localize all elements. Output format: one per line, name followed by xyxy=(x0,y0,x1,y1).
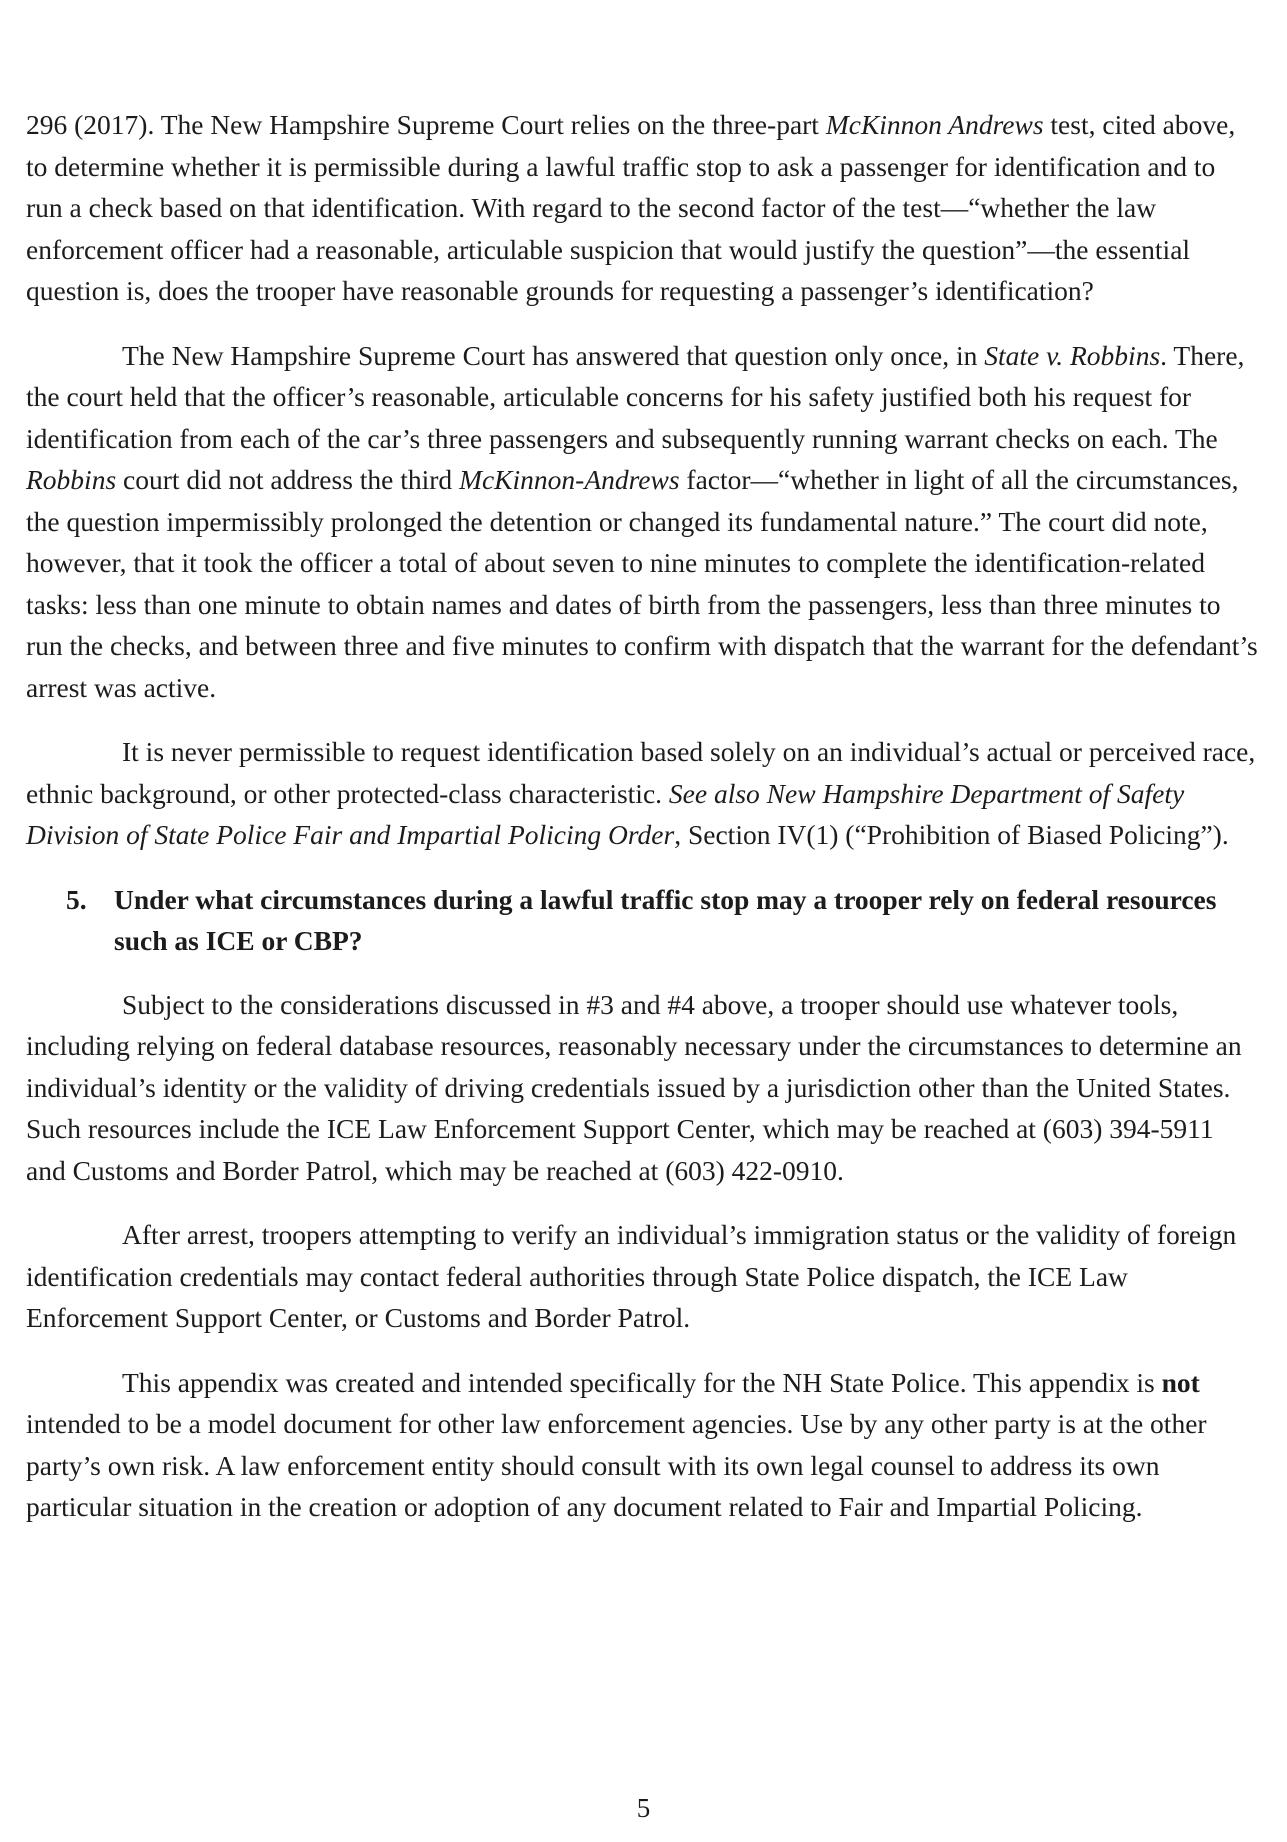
paragraph-mckinnon-test: 296 (2017). The New Hampshire Supreme Court relies on the three-part McKinnon Andrews test, cited above, to determine whether it is permissible during a lawful traffic stop to ask a passenger for identification and to run a check based on that identification. With regard to the second factor of the test—“whether the law enforcement officer had a reasonable, articulable suspicion that would justify the question”—the essential question is, does the trooper have reasonable grounds for requesting a passenger’s identification? xyxy=(26,109,1236,306)
case-name: State v. Robbins xyxy=(984,339,1161,371)
case-name: McKinnon-Andrews xyxy=(459,464,680,495)
document-page xyxy=(26,104,1258,1528)
section-heading xyxy=(26,879,1258,961)
paragraph-after-arrest: After arrest, troopers attempting to verify an individual’s immigration status or the validity of foreign identification credentials may contact federal authorities through State Police dispatch, the ICE Law Enforcement Support Center, or Customs and Border Patrol. xyxy=(26,1219,1237,1333)
paragraph-federal-resources: Subject to the considerations discussed in #3 and #4 above, a trooper should use whatever tools, including relying on federal database resources, reasonably necessary under the circumstances to determine an individual’s identity or the validity of driving credentials issued by a jurisdiction other than the United States. Such resources include the ICE Law Enforcement Support Center, which may be reached at (603) 394-5911 and Customs and Border Patrol, which may be reached at (603) 422-0910. xyxy=(26,988,1242,1186)
page-number: 5 xyxy=(636,1793,651,1823)
paragraph-state-v-robbins: The New Hampshire Supreme Court has answered that question only once, in State v. Robbins. There, the court held that the officer’s reasonable, articulable concerns for his safety justified both his request for identification from each of the car’s three passengers and subsequently running warrant checks on each. The Robbins court did not address the third McKinnon-Andrews factor—“whether in light of all the circumstances, the question impermissibly prolonged the detention or changed its fundamental nature.” The court did note, however, that it took the officer a total of about seven to nine minutes to complete the identification-related tasks: less than one minute to obtain names and dates of birth from the passengers, less than three minutes to run the checks, and between three and five minutes to confirm with dispatch that the warrant for the defendant’s arrest was active. xyxy=(26,339,1258,703)
paragraph-appendix-disclaimer: This appendix was created and intended specifically for the NH State Police. This appendix is not intended to be a model document for other law enforcement agencies. Use by any other party is at the other party’s own risk. A law enforcement entity should consult with its own legal counsel to address its own particular situation in the creation or adoption of any document related to Fair and Impartial Policing. xyxy=(26,1366,1207,1522)
section-heading-text: Under what circumstances during a lawful traffic stop may a trooper rely on federal resources such as ICE or CBP? xyxy=(114,883,1217,956)
case-name: Robbins xyxy=(26,464,117,495)
section-number: 5. xyxy=(66,883,87,915)
policy-reference: See also New Hampshire Department of Safety Division of State Police Fair and Impartial Policing Order xyxy=(26,777,1185,850)
case-name: McKinnon Andrews xyxy=(825,109,1044,140)
paragraph-biased-policing: It is never permissible to request identification based solely on an individual’s actual or perceived race, ethnic background, or other protected-class characteristic. See also New Hampshire Department of Safety Division of State Police Fair and Impartial Policing Order, Section IV(1) (“Prohibition of Biased Policing”). xyxy=(26,736,1256,850)
